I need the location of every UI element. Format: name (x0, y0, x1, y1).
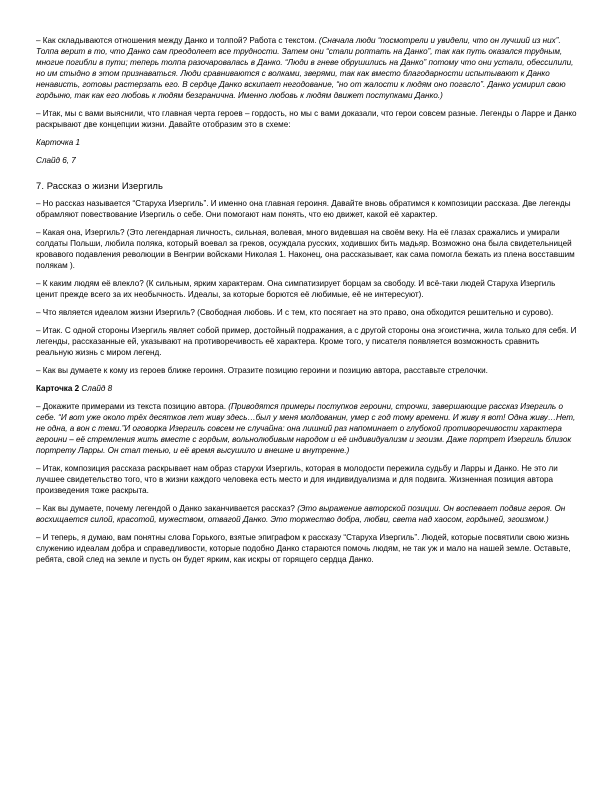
paragraph-conclusion: – И теперь, я думаю, вам понятны слова Горького, взятые эпиграфом к рассказу “Старуха Изергиль”. Людей, которые посвятили свою жизнь служению идеалам добра и справедливости, которые подобно Данко стараются помочь людям, не так уж и мало на нашей земле. Оставьте, ребята, свой след на земле и пусть он будет ярким, как искры от горящего сердца Данко. (36, 532, 571, 564)
paragraph-summary: – Итак, мы с вами выяснили, что главная черта героев – гордость, но мы с вами доказали, что герои совсем разные. Легенды о Ларре и Данко раскрывают две концепции жизни. Давайте отобразим это в схеме: (36, 108, 577, 129)
answer-text: (Сначала люди “посмотрели и увидели, что он лучший из них”. Толпа верит в то, что Данко сам преодолеет все трудности. Затем они “стали роптать на Данко”, так как путь оказался трудным, многие погибли в пути; теперь толпа разочаровалась в Данко. “Люди в гневе обрушились на Данко” потому что они устали, обессилили, но им стыдно в этом признаваться. Люди сравниваются с волками, зверями, так как вместо благодарности испытывают к Данко ненависть, готовы растерзать его. В сердце Данко вскипает негодование, “но от жалости к людям оно погасло”. Данко усмирил свою гордыню, так как его любовь к людям безгранична. Именно любовь к людям движет поступками Данко.) (36, 36, 574, 100)
card-1-label: Карточка 1 (36, 137, 80, 147)
card-2-label: Карточка 2 (36, 384, 80, 394)
question-text: – Как складываются отношения между Данко и толпой? Работа с текстом. (36, 36, 319, 45)
paragraph-story-title: – Но рассказ называется “Старуха Изергиль”. И именно она главная героиня. Давайте вновь обратимся к композиции рассказа. Две легенды обрамляют повествование Изергиль о себе. Они помогают нам понять, что ею движет, какой её характер. (36, 199, 571, 220)
paragraph-why-danko (36, 504, 578, 526)
slide-6-7-label: Слайд 6, 7 (36, 155, 76, 165)
paragraph-attracted-to: – К каким людям её влекло? (К сильным, ярким характерам. Она симпатизирует борцам за свободу. И всё-таки людей Старуха Изергиль ценит прежде всего за их необычность. Идеалы, за которые борются её любимые, её не интересуют). (36, 278, 556, 299)
slide-8-label: Слайд 8 (79, 384, 113, 394)
section-heading: 7. Рассказ о жизни Изергиль (36, 180, 163, 192)
paragraph-author-position (36, 402, 578, 457)
paragraph-ideal: – Что является идеалом жизни Изергиль? (Свободная любовь. И с тем, кто посягает на это право, она обходится решительно и сурово). (36, 307, 554, 317)
paragraph-what-is-she: – Какая она, Изергиль? (Это легендарная личность, сильная, волевая, много видевшая на своём веку. На её глазах сражались и умирали солдаты Польши, любила поляка, который воевал за греков, осуждала русских, ходивших бить мадьяр. Возможно она была свидетельницей кровавого подавления революции в Венгрии войсками Николая 1. Наконец, она рассказывает, как сама помогла бежать из плена восставшим полякам ). (36, 228, 575, 270)
paragraph-two-sides: – Итак. С одной стороны Изергиль являет собой пример, достойный подражания, а с другой стороны она эгоистична, жила только для себя. И легенды, рассказанные ей, указывают на противоречивость её характера. Кроме того, у писателя появляется возможность сравнить реальную жизнь с миром легенд. (36, 326, 577, 357)
paragraph-closer-hero: – Как вы думаете к кому из героев ближе героиня. Отразите позицию героини и позицию автора, расставьте стрелочки. (36, 365, 488, 375)
answer-text: (Приводятся примеры поступков героини, строчки, завершающие рассказ Изергиль о себе. “И вот уже около трёх десятков лет живу здесь…был у меня молдованин, умер с год тому времени. И живу я вот! Одна живу…Нет, не одна, а вон с теми.”И оговорка Изергиль совсем не случайна: она лишний раз напоминает о глубокой противоречивости характера героини – её стремления жить вместе с гордым, вольнолюбивым народом и её индивидуализм и эгоизм. Даже портрет Изергиль близок портрету Ларры. Он стал тенью, и её время высушило и внешне и внутренне.) (36, 402, 576, 455)
answer-text: (Это выражение авторской позиции. Он воспевает подвиг героя. Он восхищается силой, красотой, мужеством, отвагой Данко. Это торжество добра, любви, света над хаосом, гордыней, эгоизмом.) (36, 503, 566, 524)
question-text: – Как вы думаете, почему легендой о Данко заканчивается рассказ? (36, 503, 298, 513)
question-text: – Докажите примерами из текста позицию автора. (36, 402, 229, 412)
paragraph-composition: – Итак, композиция рассказа раскрывает нам образ старухи Изергиль, которая в молодости пережила судьбу и Ларры и Данко. Не это ли лучшее свидетельство того, что в жизни каждого человека есть место и для индивидуализма и для подвига. Жизненная позиция автора произведения тоже раскрыта. (36, 463, 558, 495)
card-2-heading (36, 384, 578, 395)
paragraph-danko-crowd (36, 36, 578, 101)
